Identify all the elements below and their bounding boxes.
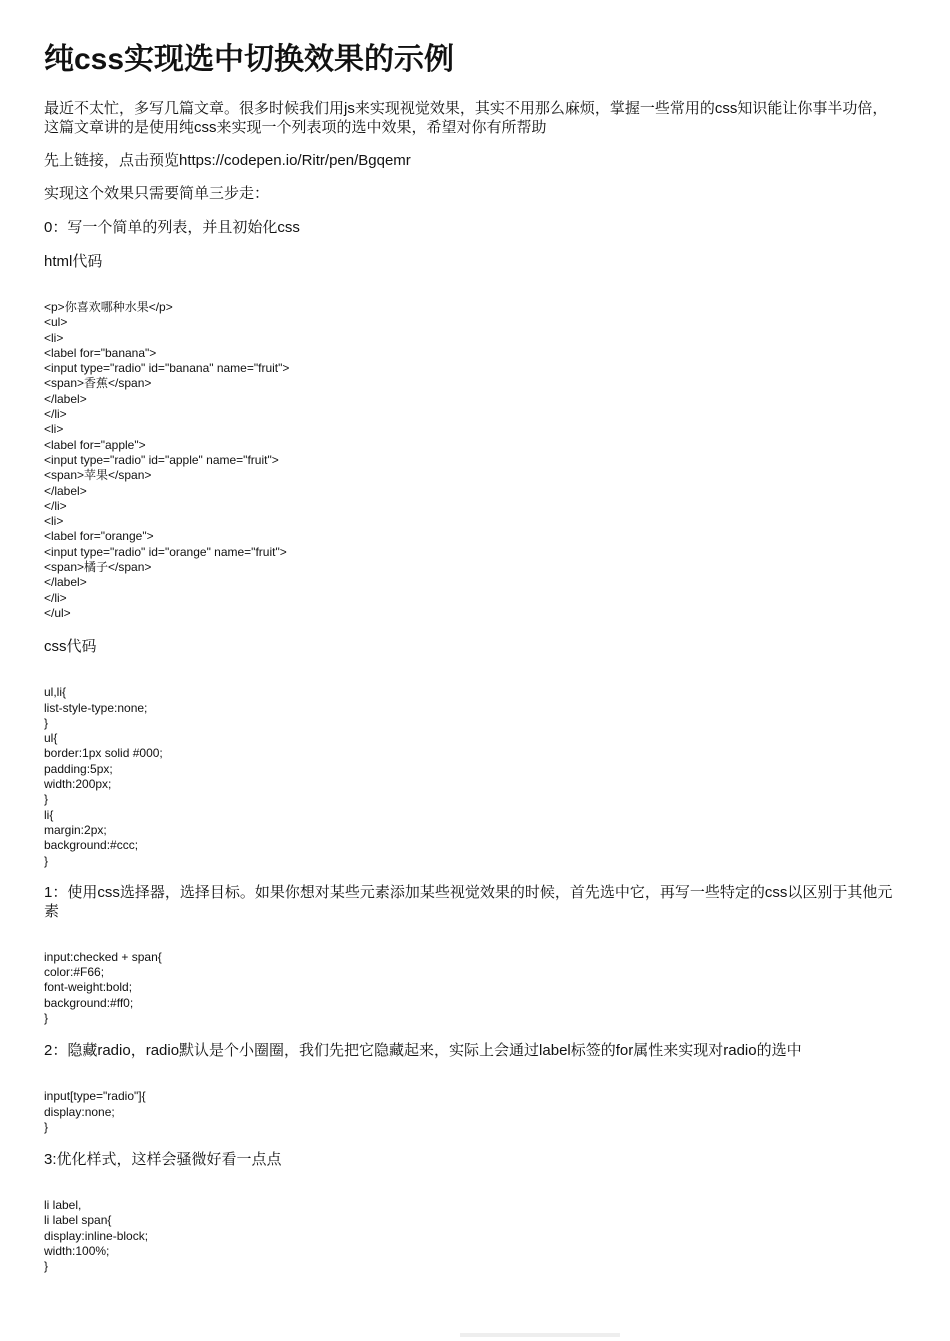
html-code-label: html代码 (44, 253, 103, 270)
preview-link-line: 先上链接，点击预览https://codepen.io/Ritr/pen/Bgqemr (44, 152, 411, 169)
article-title: 纯css实现选中切换效果的示例 (44, 43, 455, 76)
css-code-block: ul,li{ list-style-type:none; } ul{ border:1px solid #000; padding:5px; width:200px; } li{ margin:2px; background:#ccc; } (44, 685, 163, 868)
step-3-heading: 3:优化样式，这样会骚微好看一点点 (44, 1151, 282, 1169)
article (44, 38, 894, 1275)
intro-paragraph: 最近不太忙，多写几篇文章。很多时候我们用js来实现视觉效果，其实不用那么麻烦，掌握一些常用的css知识能让你事半功倍，这篇文章讲的是使用纯css来实现一个列表项的选中效果，希望对你有所帮助 (44, 100, 888, 136)
html-code-block: <p>你喜欢哪种水果</p> <ul> <li> <label for="banana"> <input type="radio" id="banana" name="fruit"> <span>香蕉</span> </label> </li> <li> <label for="apple"> <input type="radio" id="apple" name="fruit"> <span>苹果</span> </label> </li> <li> <label for="orange"> <input type="radio" id="orange" name="fruit"> <span>橘子</span> </label> </li> </ul> (44, 300, 290, 620)
step-3-code-block: li label, li label span{ display:inline-block; width:100%; } (44, 1198, 149, 1274)
step-1-heading: 1：使用css选择器，选择目标。如果你想对某些元素添加某些视觉效果的时候，首先选中它，再写一些特定的css以区别于其他元素 (44, 883, 893, 920)
step-0-heading: 0：写一个简单的列表，并且初始化css (44, 219, 300, 236)
step-1-code-block: input:checked + span{ color:#F66; font-weight:bold; background:#ff0; } (44, 949, 162, 1025)
steps-intro: 实现这个效果只需要简单三步走： (44, 185, 270, 202)
css-code-label: css代码 (44, 638, 97, 656)
page-footer-mark (460, 1333, 620, 1337)
step-2-heading: 2：隐藏radio，radio默认是个小圈圈，我们先把它隐藏起来，实际上会通过label标签的for属性来实现对radio的选中 (44, 1042, 802, 1060)
step-2-code-block: input[type="radio"]{ display:none; } (44, 1089, 146, 1134)
